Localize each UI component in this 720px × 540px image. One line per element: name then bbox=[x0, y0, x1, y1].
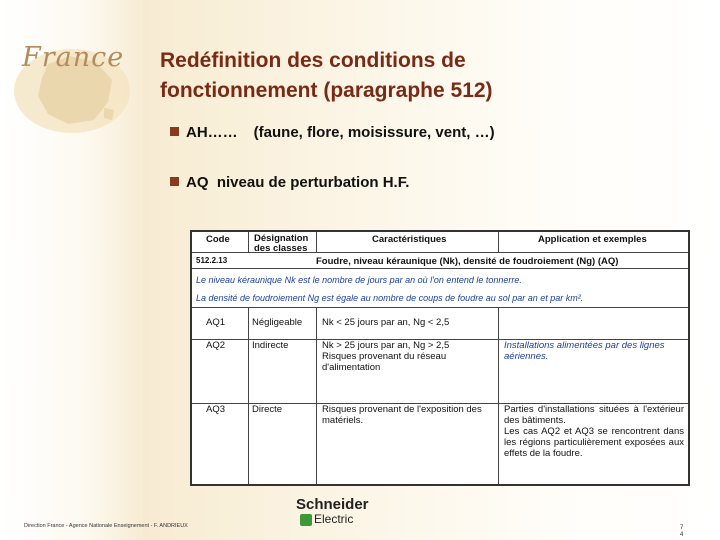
section-title: Foudre, niveau kéraunique (Nk), densité de foudroiement (Ng) (AQ) bbox=[316, 256, 619, 267]
bullet-ah bbox=[170, 124, 495, 141]
row-aq2-application: Installations alimentées par des lignes aériennes. bbox=[504, 340, 665, 362]
note-ng: La densité de foudroiement Ng est égale au nombre de coups de foudre au sol par an et par km². bbox=[196, 293, 584, 303]
row-aq3-designation: Directe bbox=[252, 404, 283, 415]
page-number-main: 7 bbox=[680, 525, 684, 531]
row-aq2-code: AQ2 bbox=[206, 340, 226, 351]
note-nk: Le niveau kéraunique Nk est le nombre de jours par an où l'on entend le tonnerre. bbox=[196, 275, 522, 285]
row-aq2-characteristics: Nk > 25 jours par an, Ng > 2,5 Risques provenant du réseau d'alimentation bbox=[322, 340, 450, 373]
header-code: Code bbox=[206, 234, 230, 245]
row-aq1-designation: Négligeable bbox=[252, 317, 303, 328]
bullet-aq bbox=[170, 174, 409, 191]
bullet-square-icon bbox=[170, 177, 179, 186]
footer-credit: Direction France - Agence Nationale Enseignement - F. ANDRIEUX bbox=[24, 523, 188, 529]
row-aq2-designation: Indirecte bbox=[252, 340, 289, 351]
header-application: Application et exemples bbox=[538, 234, 647, 245]
logo-text: France bbox=[22, 42, 125, 73]
bullet-square-icon bbox=[170, 127, 179, 136]
bullet-ah-text: (faune, flore, moisissure, vent, …) bbox=[253, 124, 495, 141]
bullet-ah-lead: AH…… bbox=[186, 124, 238, 141]
classification-table bbox=[190, 230, 690, 486]
header-characteristics: Caractéristiques bbox=[372, 234, 447, 245]
bullet-aq-lead: AQ bbox=[186, 174, 209, 191]
row-aq3-code: AQ3 bbox=[206, 404, 226, 415]
title-line-2: fonctionnement (paragraphe 512) bbox=[160, 79, 493, 102]
brand-leaf-icon bbox=[300, 514, 312, 526]
row-aq3-application: Parties d'installations situées à l'extérieur des bâtiments. Les cas AQ2 et AQ3 se rencontrent dans les régions particulièrement exposées aux effets de la foudre. bbox=[504, 404, 684, 459]
row-aq3-characteristics: Risques provenant de l'exposition des matériels. bbox=[322, 404, 482, 426]
slide-title bbox=[160, 46, 700, 106]
page-number bbox=[680, 525, 683, 539]
row-aq1-code: AQ1 bbox=[206, 317, 226, 328]
schneider-electric-logo bbox=[296, 496, 369, 526]
bullet-aq-text: niveau de perturbation H.F. bbox=[216, 174, 410, 191]
brand-name-bottom: Electric bbox=[314, 512, 354, 526]
row-aq1-characteristics: Nk < 25 jours par an, Ng < 2,5 bbox=[322, 317, 450, 328]
header-designation: Désignation des classes bbox=[254, 233, 309, 254]
brand-name-top: Schneider bbox=[296, 496, 369, 513]
section-code: 512.2.13 bbox=[196, 256, 228, 265]
page-number-sub: 4 bbox=[680, 532, 684, 538]
title-line-1: Redéfinition des conditions de bbox=[160, 49, 466, 72]
